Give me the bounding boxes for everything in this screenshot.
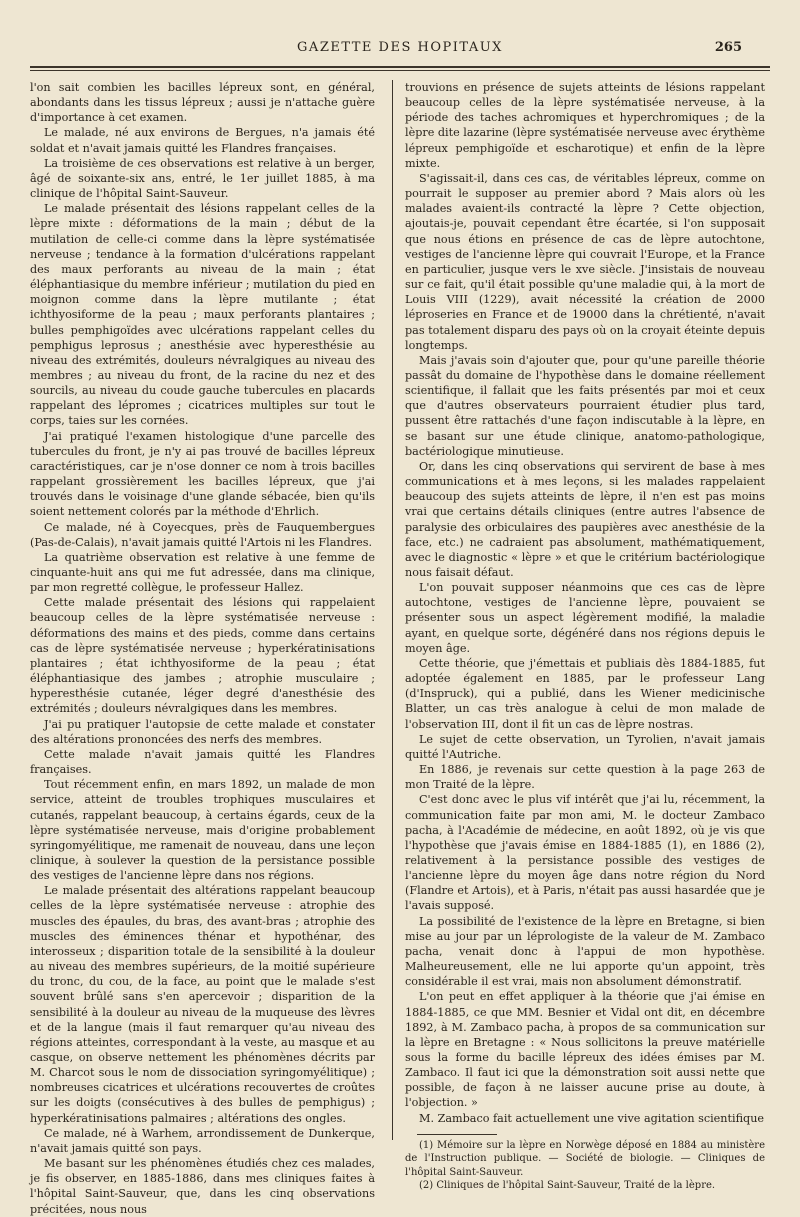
- paragraph: trouvions en présence de sujets atteints de lésions rappelant beaucoup celles de la lèpre systématisée nerveuse, à la période des taches achromiques et hyperchromiques ; de la lèpre dite lazarine (lèpre systématisée nerveuse avec érythème lépreux pemphigoïde et escharotique) et enfin de la lèpre mixte.: [405, 81, 765, 170]
- paragraph: Ce malade, né à Coyecques, près de Fauquembergues (Pas-de-Calais), n'avait jamais quitté l'Artois ni les Flandres.: [30, 520, 375, 549]
- column-divider: [392, 80, 393, 1140]
- page-header: [18, 40, 782, 66]
- footnote: (2) Cliniques de l'hôpital Saint-Sauveur, Traité de la lèpre.: [419, 1180, 716, 1192]
- footnote-rule: [417, 1134, 497, 1135]
- paragraph: Le malade présentait des altérations rappelant beaucoup celles de la lèpre systématisée nerveuse : atrophie des muscles des épaules, du bras, des avant-bras ; atrophie des muscles des éminences thénar et hypothénar, des interosseux ; disparition totale de la sensibilité à la douleur au niveau des membres supérieurs, de la moitié supérieure du tronc, du cou, de la face, au point que le malade s'est souvent brûlé sans s'en apercevoir ; disparition de la sensibilité à la douleur au niveau de la muqueuse des lèvres et de la langue (mais il faut remarquer qu'au niveau des régions atteintes, correspondant à la veste, au masque et au casque, on observe nettement les phénomènes décrits par M. Charcot sous le nom de dissociation syringomyélitique) ; nombreuses cicatrices et ulcérations recouvertes de croûtes sur les doigts (consécutives à des bulles de pemphigus) ; hyperkératinisations palmaires ; altérations des ongles.: [30, 884, 375, 1125]
- left-column: [30, 80, 375, 1217]
- paragraph: La possibilité de l'existence de la lèpre en Bretagne, si bien mise au jour par un léprologiste de la valeur de M. Zambaco pacha, venait donc à l'appui de mon hypothèse. Malheureusement, elle ne lui apporte qu'un appoint, très considérable il est vrai, mais non absolument démonstratif.: [405, 914, 765, 989]
- header-rule-thin: [30, 70, 770, 71]
- paragraph: Le sujet de cette observation, un Tyrolien, n'avait jamais quitté l'Autriche.: [405, 732, 765, 761]
- paragraph: Le malade présentait des lésions rappelant celles de la lèpre mixte : déformations de la main ; début de la mutilation de celle-ci comme dans la lèpre systématisée nerveuse ; tendance à la formation d'ulcérations rappelant des maux perforants au niveau de la main ; état éléphantiasique du membre inférieur ; mutilation du pied en moignon comme dans la lèpre mutilante ; état ichthyosiforme de la peau ; maux perforants plantaires ; bulles pemphigoïdes avec ulcérations rappelant celles du pemphigus leprosus ; anesthésie avec hyperesthésie au niveau des extrémités, douleurs névralgiques au niveau des membres ; au niveau du front, de la racine du nez et des sourcils, au niveau du coude gauche tubercules en placards rappelant des lépromes ; cicatrices multiples sur tout le corps, taies sur les cornées.: [30, 202, 375, 428]
- paragraph: C'est donc avec le plus vif intérêt que j'ai lu, récemment, la communication faite par mon ami, M. le docteur Zambaco pacha, à l'Académie de médecine, en août 1892, où je vis que l'hypothèse que j'avais émise en 1884-1885 (1), en 1886 (2), relativement à la persistance possible des vestiges de l'ancienne lèpre du moyen âge dans notre région du Nord (Flandre et Artois), et à Paris, n'était pas aussi hasardée que je l'avais supposé.: [405, 793, 765, 913]
- paragraph: M. Zambaco fait actuellement une vive agitation scientifique: [419, 1111, 765, 1125]
- paragraph: Ce malade, né à Warhem, arrondissement de Dunkerque, n'avait jamais quitté son pays.: [30, 1126, 375, 1155]
- paragraph: Or, dans les cinq observations qui servirent de base à mes communications et à mes leçons, si les malades rappelaient beaucoup des sujets atteints de lèpre, il n'en est pas moins vrai que certains détails cliniques (entre autres l'absence de paralysie des orbiculaires des paupières avec anesthésie de la face, etc.) ne cadraient pas absolument, mathématiquement, avec le diagnostic « lèpre » et que le critérium bactériologique nous faisait défaut.: [405, 459, 765, 579]
- paragraph: Cette théorie, que j'émettais et publiais dès 1884-1885, fut adoptée également en 1885, par le professeur Lang (d'Inspruck), qui a publié, dans les Wiener medicinische Blatter, un cas très analogue à celui de mon malade de l'observation III, dont il fit un cas de lèpre nostras.: [405, 656, 765, 731]
- paragraph: S'agissait-il, dans ces cas, de véritables lépreux, comme on pourrait le supposer au premier abord ? Mais alors où les malades avaient-ils contracté la lèpre ? Cette objection, ajoutais-je, pouvait cependant être écartée, si l'on supposait que nous étions en présence de cas de lèpre autochtone, vestiges de l'ancienne lèpre qui couvrait l'Europe, et la France en particulier, jusque vers le xve siècle. J'insistais de nouveau sur ce fait, qu'il était possible qu'une maladie qui, à la mort de Louis VIII (1229), avait nécessité la création de 2000 léproseries en France et de 19000 dans la chrétienté, n'avait pas totalement disparu des pays où on la croyait éteinte depuis longtemps.: [405, 171, 765, 352]
- paragraph: La troisième de ces observations est relative à un berger, âgé de soixante-six ans, entré, le 1er juillet 1885, à ma clinique de l'hôpital Saint-Sauveur.: [30, 156, 375, 201]
- right-column: [405, 80, 765, 1193]
- header-rule: [30, 66, 770, 68]
- paragraph: J'ai pu pratiquer l'autopsie de cette malade et constater des altérations prononcées des nerfs des membres.: [30, 717, 375, 746]
- page-number: 265: [714, 40, 742, 55]
- paragraph: Mais j'avais soin d'ajouter que, pour qu'une pareille théorie passât du domaine de l'hypothèse dans le domaine réellement scientifique, il fallait que les faits présentés par moi et ceux que d'autres observateurs pourraient étudier plus tard, pussent être rattachés d'une façon indiscutable à la lèpre, en se basant sur une étude clinique, anatomo-pathologique, bactériologique minutieuse.: [405, 353, 765, 458]
- paragraph: Tout récemment enfin, en mars 1892, un malade de mon service, atteint de troubles trophiques musculaires et cutanés, rappelant beaucoup, à certains égards, ceux de la lèpre systématisée nerveuse, mais d'origine probablement syringomyélitique, me ramenait de nouveau, dans une leçon clinique, à soulever la question de la persistance possible des vestiges de l'ancienne lèpre dans nos régions.: [30, 778, 375, 883]
- paragraph: Me basant sur les phénomènes étudiés chez ces malades, je fis observer, en 1885-1886, dans mes cliniques faites à l'hôpital Saint-Sauveur, que, dans les cinq observations précitées, nous nous: [30, 1157, 375, 1216]
- paragraph: L'on pouvait supposer néanmoins que ces cas de lèpre autochtone, vestiges de l'ancienne lèpre, pouvaient se présenter sous un aspect légèrement modifié, la maladie ayant, en quelque sorte, dégénéré dans nos régions depuis le moyen âge.: [405, 581, 765, 655]
- paragraph: J'ai pratiqué l'examen histologique d'une parcelle des tubercules du front, je n'y ai pas trouvé de bacilles lépreux caractéristiques, car je n'ose donner ce nom à trois bacilles rappelant grossièrement les bacilles lépreux, que j'ai trouvés dans le voisinage d'une glande sébacée, bien qu'ils soient nettement colorés par la méthode d'Ehrlich.: [30, 429, 375, 519]
- footnote: (1) Mémoire sur la lèpre en Norwège déposé en 1884 au ministère de l'Instruction publique. — Société de biologie. — Cliniques de l'hôpital Saint-Sauveur.: [405, 1139, 765, 1178]
- paragraph: Cette malade n'avait jamais quitté les Flandres françaises.: [30, 747, 375, 777]
- paragraph: L'on peut en effet appliquer à la théorie que j'ai émise en 1884-1885, ce que MM. Besnier et Vidal ont dit, en décembre 1892, à M. Zambaco pacha, à propos de sa communication sur la lèpre en Bretagne : « Nous sollicitons la preuve matérielle sous la forme du bacille lépreux des idées émises par M. Zambaco. Il faut ici que la démonstration soit aussi nette que possible, de façon à ne laisser aucune prise au doute, à l'objection. »: [405, 990, 765, 1110]
- paragraph: La quatrième observation est relative à une femme de cinquante-huit ans qui me fut adressée, dans ma clinique, par mon regretté collègue, le professeur Hallez.: [30, 550, 375, 595]
- paragraph: l'on sait combien les bacilles lépreux sont, en général, abondants dans les tissus lépreux ; aussi je n'attache guère d'importance à cet examen.: [30, 81, 375, 125]
- paragraph: Cette malade présentait des lésions qui rappelaient beaucoup celles de la lèpre systématisée nerveuse : déformations des mains et des pieds, comme dans certains cas de lèpre systématisée nerveuse ; hyperkératinisations plantaires ; état ichthyosiforme de la peau ; état éléphantiasique des jambes ; atrophie musculaire ; hyperesthésie cutanée, léger degré d'anesthésie des extrémités ; douleurs névralgiques dans les membres.: [30, 596, 375, 716]
- journal-title: GAZETTE DES HOPITAUX: [297, 40, 503, 55]
- paragraph: En 1886, je revenais sur cette question à la page 263 de mon Traité de la lèpre.: [405, 763, 765, 792]
- paragraph: Le malade, né aux environs de Bergues, n'a jamais été soldat et n'avait jamais quitté les Flandres françaises.: [30, 126, 375, 155]
